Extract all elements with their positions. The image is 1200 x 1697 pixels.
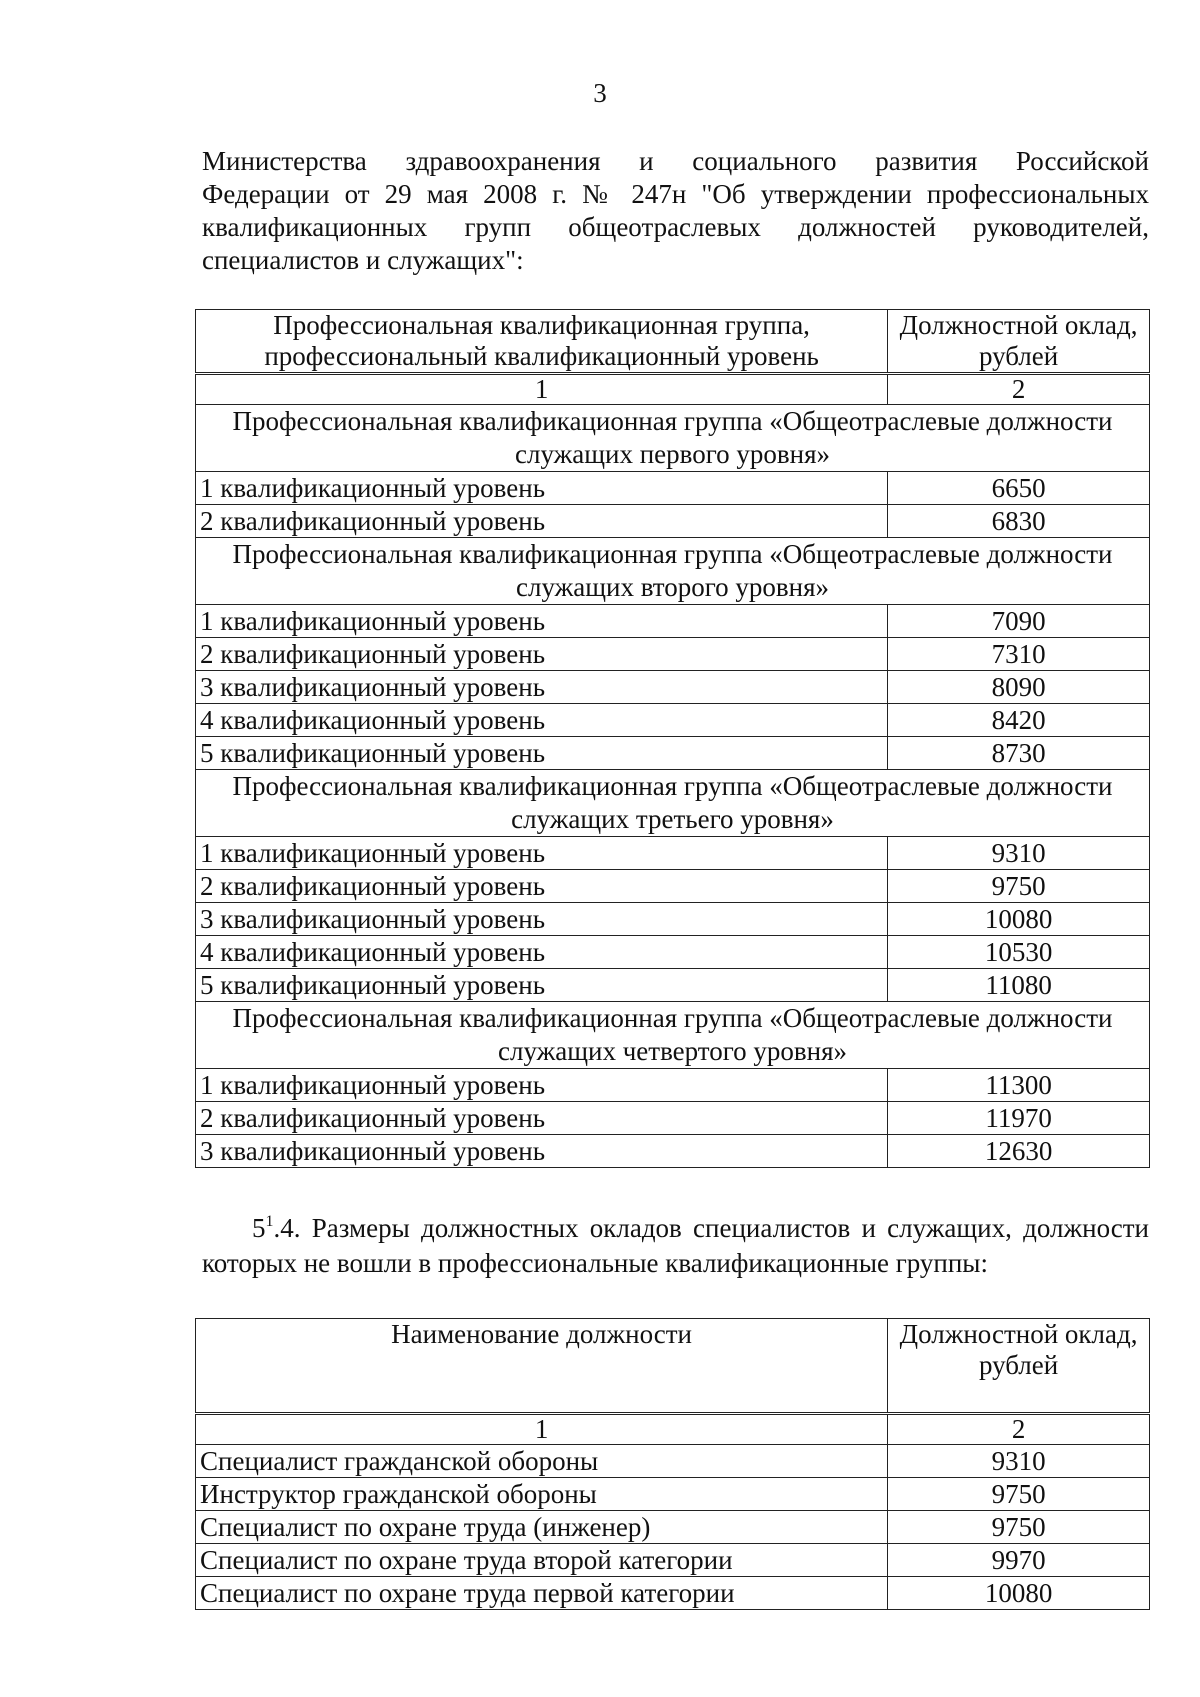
header-col2 (888, 310, 1150, 374)
table-row (196, 472, 1150, 505)
section-paragraph (202, 1211, 1149, 1281)
level-cell: 1 квалификационный уровень (196, 1069, 888, 1102)
column-number: 2 (888, 1414, 1150, 1445)
table-row (196, 605, 1150, 638)
level-cell: 2 квалификационный уровень (196, 638, 888, 671)
group-title-line: Профессиональная квалификационная группа «Общеотраслевые должности (232, 539, 1113, 569)
column-number-row (196, 374, 1150, 405)
salary-cell: 9310 (888, 1445, 1150, 1478)
salary-cell: 10080 (888, 903, 1150, 936)
salary-cell: 9750 (888, 870, 1150, 903)
page-number: 3 (593, 78, 607, 108)
salary-cell: 8090 (888, 671, 1150, 704)
table-row (196, 903, 1150, 936)
group-title-line: служащих третьего уровня» (511, 804, 834, 834)
column-number: 1 (196, 1414, 888, 1445)
column-number-row (196, 1414, 1150, 1445)
position-cell: Специалист по охране труда (инженер) (196, 1511, 888, 1544)
header-col1 (196, 310, 888, 374)
level-cell: 3 квалификационный уровень (196, 1135, 888, 1168)
table-row (196, 1069, 1150, 1102)
paragraph-number-sup: 1 (265, 1213, 274, 1230)
table-row (196, 671, 1150, 704)
salary-cell: 9310 (888, 837, 1150, 870)
column-number: 2 (888, 374, 1150, 405)
paragraph-number: 5 (252, 1213, 266, 1243)
group-title (196, 770, 1150, 837)
salary-table-other-positions (195, 1318, 1150, 1610)
group-title-row (196, 405, 1150, 472)
level-cell: 1 квалификационный уровень (196, 605, 888, 638)
table-header-row (196, 1319, 1150, 1414)
table-row (196, 1511, 1150, 1544)
table-row (196, 837, 1150, 870)
salary-table-qualification-groups (195, 309, 1150, 1168)
group-title (196, 1002, 1150, 1069)
level-cell: 3 квалификационный уровень (196, 671, 888, 704)
group-title (196, 538, 1150, 605)
level-cell: 5 квалификационный уровень (196, 969, 888, 1002)
salary-cell: 6650 (888, 472, 1150, 505)
salary-cell: 9750 (888, 1511, 1150, 1544)
header-col1: Наименование должности (196, 1319, 888, 1414)
table-row (196, 1102, 1150, 1135)
group-title-row (196, 538, 1150, 605)
table-row (196, 1577, 1150, 1610)
level-cell: 2 квалификационный уровень (196, 870, 888, 903)
group-title-row (196, 1002, 1150, 1069)
salary-cell: 9750 (888, 1478, 1150, 1511)
group-title-line: Профессиональная квалификационная группа «Общеотраслевые должности (232, 771, 1113, 801)
salary-cell: 8420 (888, 704, 1150, 737)
salary-cell: 8730 (888, 737, 1150, 770)
table-row (196, 1135, 1150, 1168)
header-col2-line: Должностной оклад, (899, 1319, 1138, 1349)
paragraph-line (202, 1211, 1149, 1246)
salary-cell: 11300 (888, 1069, 1150, 1102)
table-row (196, 1478, 1150, 1511)
intro-line: Министерства здравоохранения и социального развития Российской (202, 146, 1149, 176)
group-title-line: служащих первого уровня» (515, 439, 830, 469)
level-cell: 2 квалификационный уровень (196, 1102, 888, 1135)
table-row (196, 936, 1150, 969)
position-cell: Специалист гражданской обороны (196, 1445, 888, 1478)
position-cell: Инструктор гражданской обороны (196, 1478, 888, 1511)
salary-cell: 9970 (888, 1544, 1150, 1577)
salary-cell: 10080 (888, 1577, 1150, 1610)
level-cell: 1 квалификационный уровень (196, 837, 888, 870)
table-row (196, 969, 1150, 1002)
header-col2-line: рублей (978, 341, 1059, 371)
position-cell: Специалист по охране труда первой категории (196, 1577, 888, 1610)
salary-cell: 7310 (888, 638, 1150, 671)
level-cell: 4 квалификационный уровень (196, 704, 888, 737)
group-title (196, 405, 1150, 472)
header-col2-line: рублей (978, 1350, 1059, 1380)
salary-cell: 6830 (888, 505, 1150, 538)
table-row (196, 505, 1150, 538)
intro-line: квалификационных групп общеотраслевых должностей руководителей, (202, 212, 1149, 242)
group-title-line: служащих четвертого уровня» (497, 1036, 848, 1066)
column-number: 1 (196, 374, 888, 405)
paragraph-text: .4. Размеры должностных окладов специалистов и служащих, должности (273, 1213, 1149, 1243)
table-row (196, 1445, 1150, 1478)
group-title-line: Профессиональная квалификационная группа «Общеотраслевые должности (232, 1003, 1113, 1033)
header-col1-line: профессиональный квалификационный уровень (264, 341, 819, 371)
salary-cell: 11080 (888, 969, 1150, 1002)
table-row (196, 704, 1150, 737)
group-title-line: Профессиональная квалификационная группа «Общеотраслевые должности (232, 406, 1113, 436)
intro-line: специалистов и служащих": (202, 245, 524, 275)
table-row (196, 737, 1150, 770)
level-cell: 3 квалификационный уровень (196, 903, 888, 936)
table-row (196, 638, 1150, 671)
group-title-row (196, 770, 1150, 837)
level-cell: 4 квалификационный уровень (196, 936, 888, 969)
position-cell: Специалист по охране труда второй категории (196, 1544, 888, 1577)
level-cell: 2 квалификационный уровень (196, 505, 888, 538)
table-header-row (196, 310, 1150, 374)
intro-paragraph (202, 145, 1149, 277)
salary-cell: 12630 (888, 1135, 1150, 1168)
table-row (196, 1544, 1150, 1577)
header-col2-line: Должностной оклад, (899, 310, 1138, 340)
level-cell: 5 квалификационный уровень (196, 737, 888, 770)
intro-line: Федерации от 29 мая 2008 г. № 247н "Об утверждении профессиональных (202, 179, 1149, 209)
salary-cell: 11970 (888, 1102, 1150, 1135)
level-cell: 1 квалификационный уровень (196, 472, 888, 505)
header-col1-line: Профессиональная квалификационная группа, (273, 310, 810, 340)
salary-cell: 7090 (888, 605, 1150, 638)
table-row (196, 870, 1150, 903)
group-title-line: служащих второго уровня» (515, 572, 830, 602)
header-col2 (888, 1319, 1150, 1414)
paragraph-line: которых не вошли в профессиональные квалификационные группы: (202, 1248, 988, 1278)
salary-cell: 10530 (888, 936, 1150, 969)
